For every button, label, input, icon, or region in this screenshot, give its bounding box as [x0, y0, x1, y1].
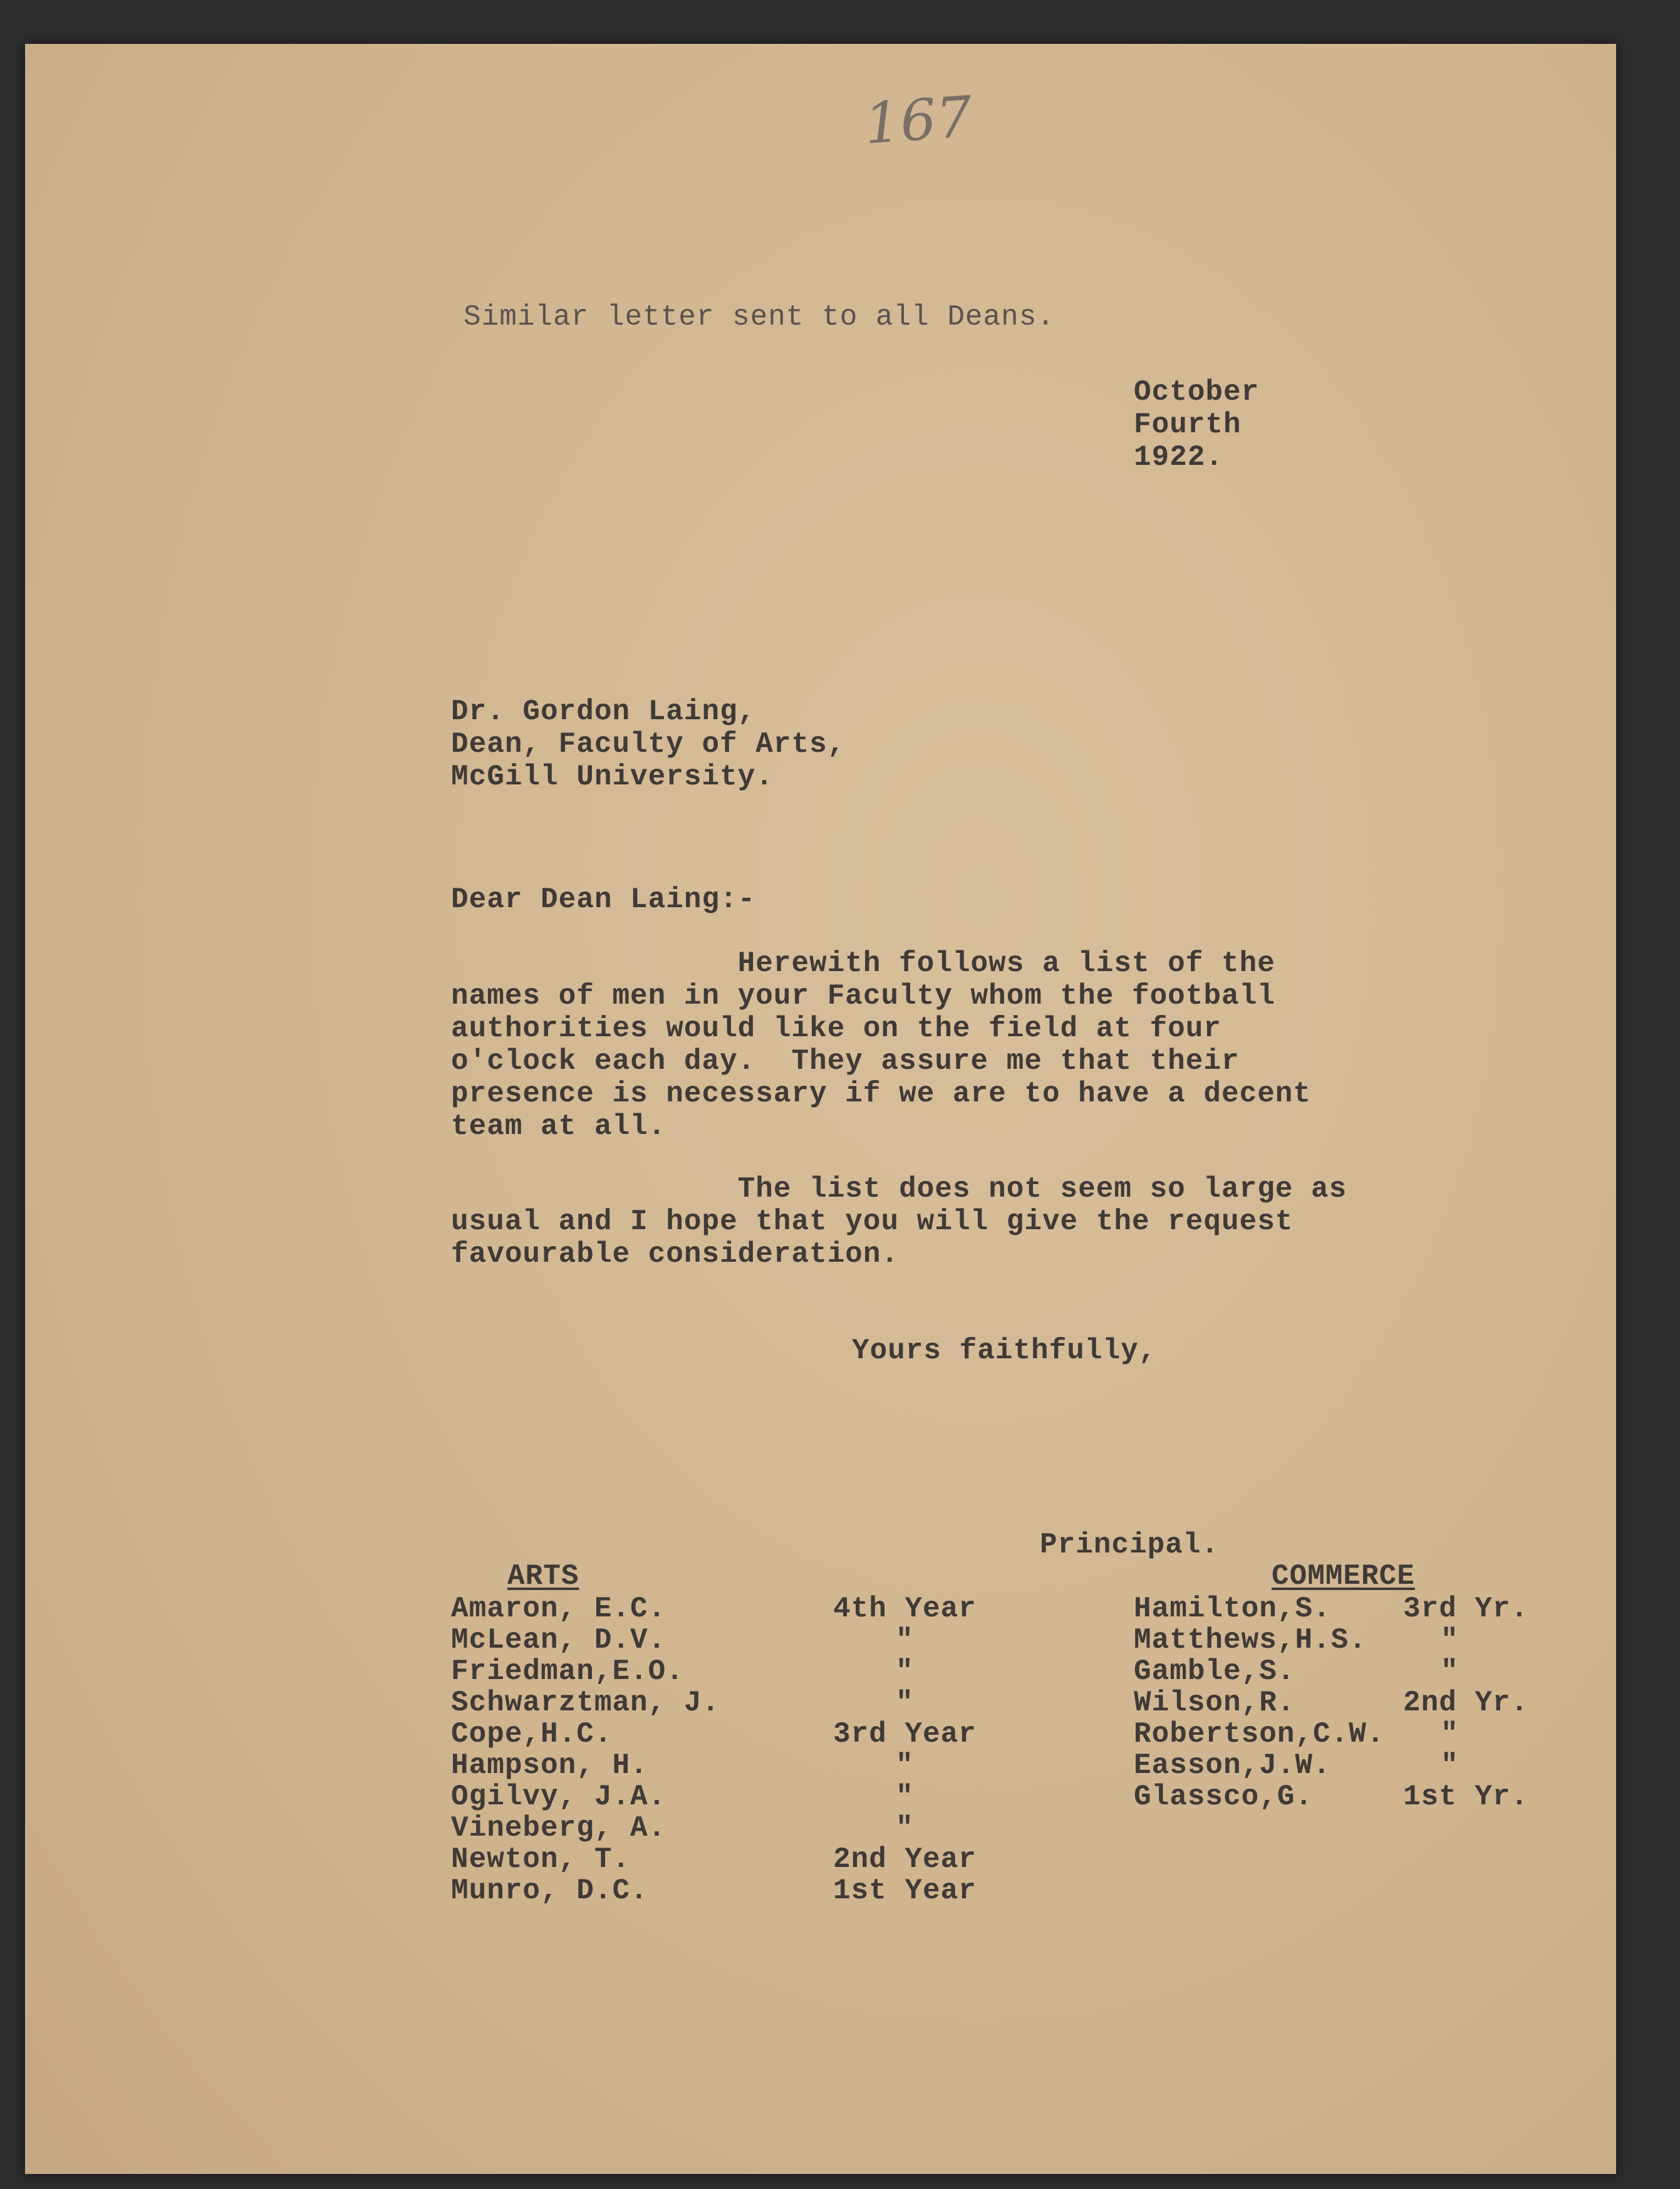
arts-year: 3rd Year: [833, 1718, 977, 1750]
commerce-name: Easson,J.W.: [1134, 1749, 1331, 1782]
letter-page: [25, 44, 1616, 2174]
arts-name: Newton, T.: [451, 1843, 631, 1876]
arts-year: ": [896, 1812, 914, 1844]
arts-year: ": [896, 1781, 914, 1813]
body-line: Herewith follows a list of the: [451, 947, 1275, 980]
arts-name: Ogilvy, J.A.: [451, 1781, 666, 1813]
arts-name: Vineberg, A.: [451, 1812, 666, 1844]
body-line: presence is necessary if we are to have a decent: [451, 1078, 1312, 1110]
arts-year: ": [896, 1749, 914, 1782]
commerce-name: Glassco,G.: [1134, 1781, 1314, 1813]
arts-name: Cope,H.C.: [451, 1718, 613, 1750]
arts-name: Hampson, H.: [451, 1749, 648, 1782]
commerce-year: ": [1441, 1624, 1459, 1656]
commerce-name: Robertson,C.W.: [1134, 1718, 1385, 1750]
date-month: October: [1134, 376, 1260, 408]
commerce-year: 2nd Yr.: [1403, 1687, 1529, 1719]
commerce-name: Wilson,R.: [1134, 1687, 1295, 1719]
addressee-line: McGill University.: [451, 761, 774, 793]
commerce-name: Hamilton,S.: [1134, 1593, 1331, 1625]
addressee-line: Dr. Gordon Laing,: [451, 695, 756, 728]
arts-name: McLean, D.V.: [451, 1624, 666, 1656]
body-line: authorities would like on the field at four: [451, 1012, 1221, 1045]
signature-title: Principal.: [1040, 1529, 1220, 1561]
body-line: favourable consideration.: [451, 1238, 900, 1271]
body-line: team at all.: [451, 1110, 666, 1143]
addressee-line: Dean, Faculty of Arts,: [451, 728, 846, 761]
arts-year: ": [896, 1655, 914, 1688]
arts-year: 2nd Year: [833, 1843, 977, 1876]
body-line: usual and I hope that you will give the request: [451, 1205, 1294, 1238]
commerce-year: ": [1441, 1749, 1459, 1782]
commerce-year: 3rd Yr.: [1403, 1593, 1529, 1625]
date-day: Fourth: [1134, 408, 1242, 441]
commerce-year: ": [1441, 1718, 1459, 1750]
arts-year: ": [896, 1624, 914, 1656]
arts-name: Munro, D.C.: [451, 1874, 648, 1907]
arts-name: Amaron, E.C.: [451, 1593, 666, 1625]
commerce-year: ": [1441, 1655, 1459, 1688]
body-line: names of men in your Faculty whom the football: [451, 980, 1275, 1012]
body-line: The list does not seem so large as: [451, 1173, 1347, 1205]
commerce-heading: COMMERCE: [1272, 1560, 1415, 1593]
folio-number: 167: [862, 84, 975, 157]
commerce-name: Matthews,H.S.: [1134, 1624, 1367, 1656]
arts-year: ": [896, 1687, 914, 1719]
arts-name: Friedman,E.O.: [451, 1655, 684, 1688]
closing: Yours faithfully,: [852, 1334, 1157, 1367]
commerce-year: 1st Yr.: [1403, 1781, 1529, 1813]
arts-name: Schwarztman, J.: [451, 1687, 720, 1719]
date-year: 1922.: [1134, 441, 1224, 474]
carbon-note: Similar letter sent to all Deans.: [464, 301, 1055, 333]
arts-year: 1st Year: [833, 1874, 977, 1907]
body-line: o'clock each day. They assure me that their: [451, 1045, 1240, 1078]
commerce-name: Gamble,S.: [1134, 1655, 1295, 1688]
arts-heading: ARTS: [507, 1560, 579, 1593]
salutation: Dear Dean Laing:-: [451, 883, 756, 916]
arts-year: 4th Year: [833, 1593, 977, 1625]
